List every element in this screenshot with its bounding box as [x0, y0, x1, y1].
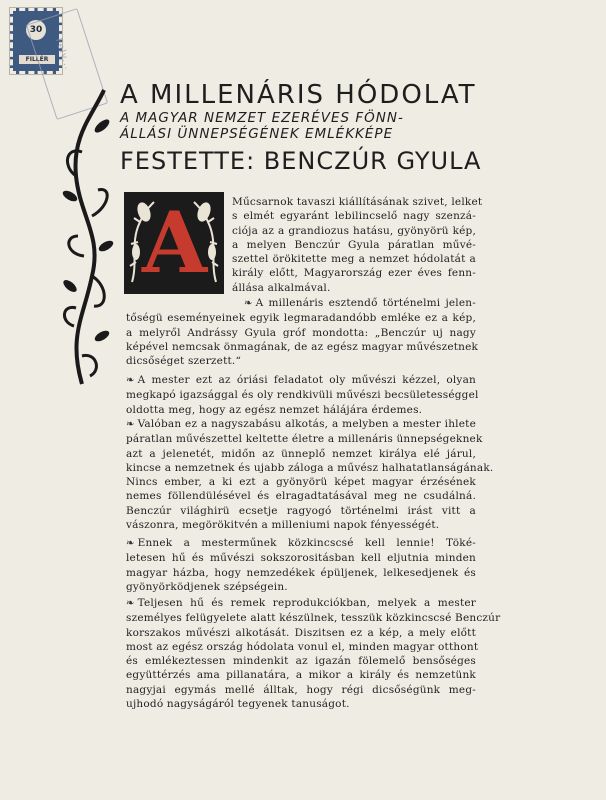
text-line: tőségü eseményeinek egyik legmaradandóbb emléke ez a kép,	[126, 312, 476, 325]
stamp-currency: FILLÉR	[19, 55, 55, 64]
text-line: letesen hű és művészi sokszorositásban kell eljutnia minden	[126, 552, 476, 565]
text-line: személyes felügyelete alatt készülnek, tesszük közkincscsé Benczúr	[126, 612, 501, 625]
ornamental-vine	[62, 86, 124, 386]
initial-letter: A	[142, 193, 208, 292]
postmark-text: Felv...	[52, 37, 73, 72]
text-line: Ennek a mesterműnek közkincscsé kell lennie! Töké-	[137, 537, 476, 549]
text-line: korszakos művészi alkotását. Diszitsen ez a kép, a mely előtt	[126, 626, 476, 639]
paragraph-6	[126, 596, 501, 711]
text-line: s elmét egyaránt lebilincselő nagy szenzá-	[232, 210, 476, 223]
text-line: A mester ezt az óriási feladatot oly művészi kézzel, olyan	[137, 374, 476, 386]
title-subtitle-1: A MAGYAR NEMZET EZERÉVES FÖNN-	[120, 110, 404, 126]
text-line: megkapó igazsággal és oly rendkivüli művészi becsületességgel	[126, 389, 479, 402]
text-line: magyar házba, hogy nemzedékek épüljenek, lelkesedjenek és	[126, 566, 476, 579]
paragraph-4	[126, 417, 494, 532]
text-line: Nincs ember, a ki ezt a gyönyörü képet magyar érzésének	[126, 476, 476, 489]
text-line: azt a jelenetét, midőn az ünneplő nemzet királya elé járul,	[126, 447, 476, 460]
text-line: és emlékeztessen mindenkit az igazán fölemelő bensőséges	[126, 655, 476, 668]
text-line: Teljesen hű és remek reprodukciókban, melyek a mester	[137, 597, 476, 609]
title-main: A MILLENÁRIS HÓDOLAT	[120, 80, 477, 110]
text-line: dicsőséget szerzett.“	[126, 355, 242, 368]
text-line: páratlan művészettel keltette életre a millenáris ünnepségeknek	[126, 433, 483, 446]
text-line: vászonra, megörökitvén a milleniumi napok fényességét.	[126, 519, 440, 532]
text-line: nagyjai egymás mellé álltak, hogy régi dicsőségünk meg-	[126, 683, 476, 696]
text-line: nemes föllendülésével és elragadtatásával meg ne csudálná.	[126, 490, 476, 503]
leaf-ornament-icon: ❧	[126, 598, 135, 609]
text-line: A millenáris esztendő történelmi jelen-	[255, 297, 476, 309]
text-line: Benczúr világhirü ecsetje ragyogó történelmi irást vitt a	[126, 504, 476, 517]
text-line: most az egész ország hódolata vonul el, minden magyar otthont	[126, 640, 479, 653]
title-painter: FESTETTE: BENCZÚR GYULA	[120, 147, 482, 175]
text-line: a melyen Benczúr Gyula páratlan művé-	[232, 238, 476, 251]
title-block	[120, 80, 510, 176]
leaf-ornament-icon: ❧	[244, 298, 253, 309]
text-line: a melyről Andrássy Gyula gróf mondotta: „Benczúr uj nagy	[126, 326, 476, 339]
text-line: ujhodó nagyságáról tegyenek tanuságot.	[126, 698, 350, 711]
decorated-initial	[124, 192, 224, 294]
text-line: ciója az a grandiozus hatásu, gyönyörü kép,	[232, 224, 476, 237]
paragraph-5	[126, 536, 476, 594]
paragraph-2	[126, 296, 479, 368]
text-line: oldotta meg, hogy az egész nemzet hálájára érdemes.	[126, 403, 423, 416]
paragraph-3	[126, 373, 479, 417]
text-line: képével nemcsak önmagának, de az egész magyar művészetnek	[126, 340, 479, 353]
text-line: együttérzés ama pillanatára, a mikor a király és nemzetünk	[126, 669, 476, 682]
text-line: Műcsarnok tavaszi kiállításának szivet, lelket	[232, 196, 483, 208]
text-line: Valóban ez a nagyszabásu alkotás, a melyben a mester ihlete	[137, 418, 476, 430]
text-line: gyönyörködjenek szépségein.	[126, 580, 288, 593]
text-line: király előtt, Magyarország ezer éves fenn-	[232, 267, 476, 280]
leaf-ornament-icon: ❧	[126, 419, 135, 430]
text-line: állása alkalmával.	[232, 281, 331, 294]
paragraph-1	[232, 195, 483, 295]
stamp-denomination: 30	[26, 20, 46, 40]
leaf-ornament-icon: ❧	[126, 538, 135, 549]
text-line: kincse a nemzetnek és ujabb záloga a művész halhatatlanságának.	[126, 461, 494, 474]
leaf-ornament-icon: ❧	[126, 375, 135, 386]
title-subtitle-2: ÁLLÁSI ÜNNEPSÉGÉNEK EMLÉKKÉPE	[120, 126, 394, 142]
text-line: szettel örökitette meg a nemzet hódolatát a	[232, 253, 476, 266]
